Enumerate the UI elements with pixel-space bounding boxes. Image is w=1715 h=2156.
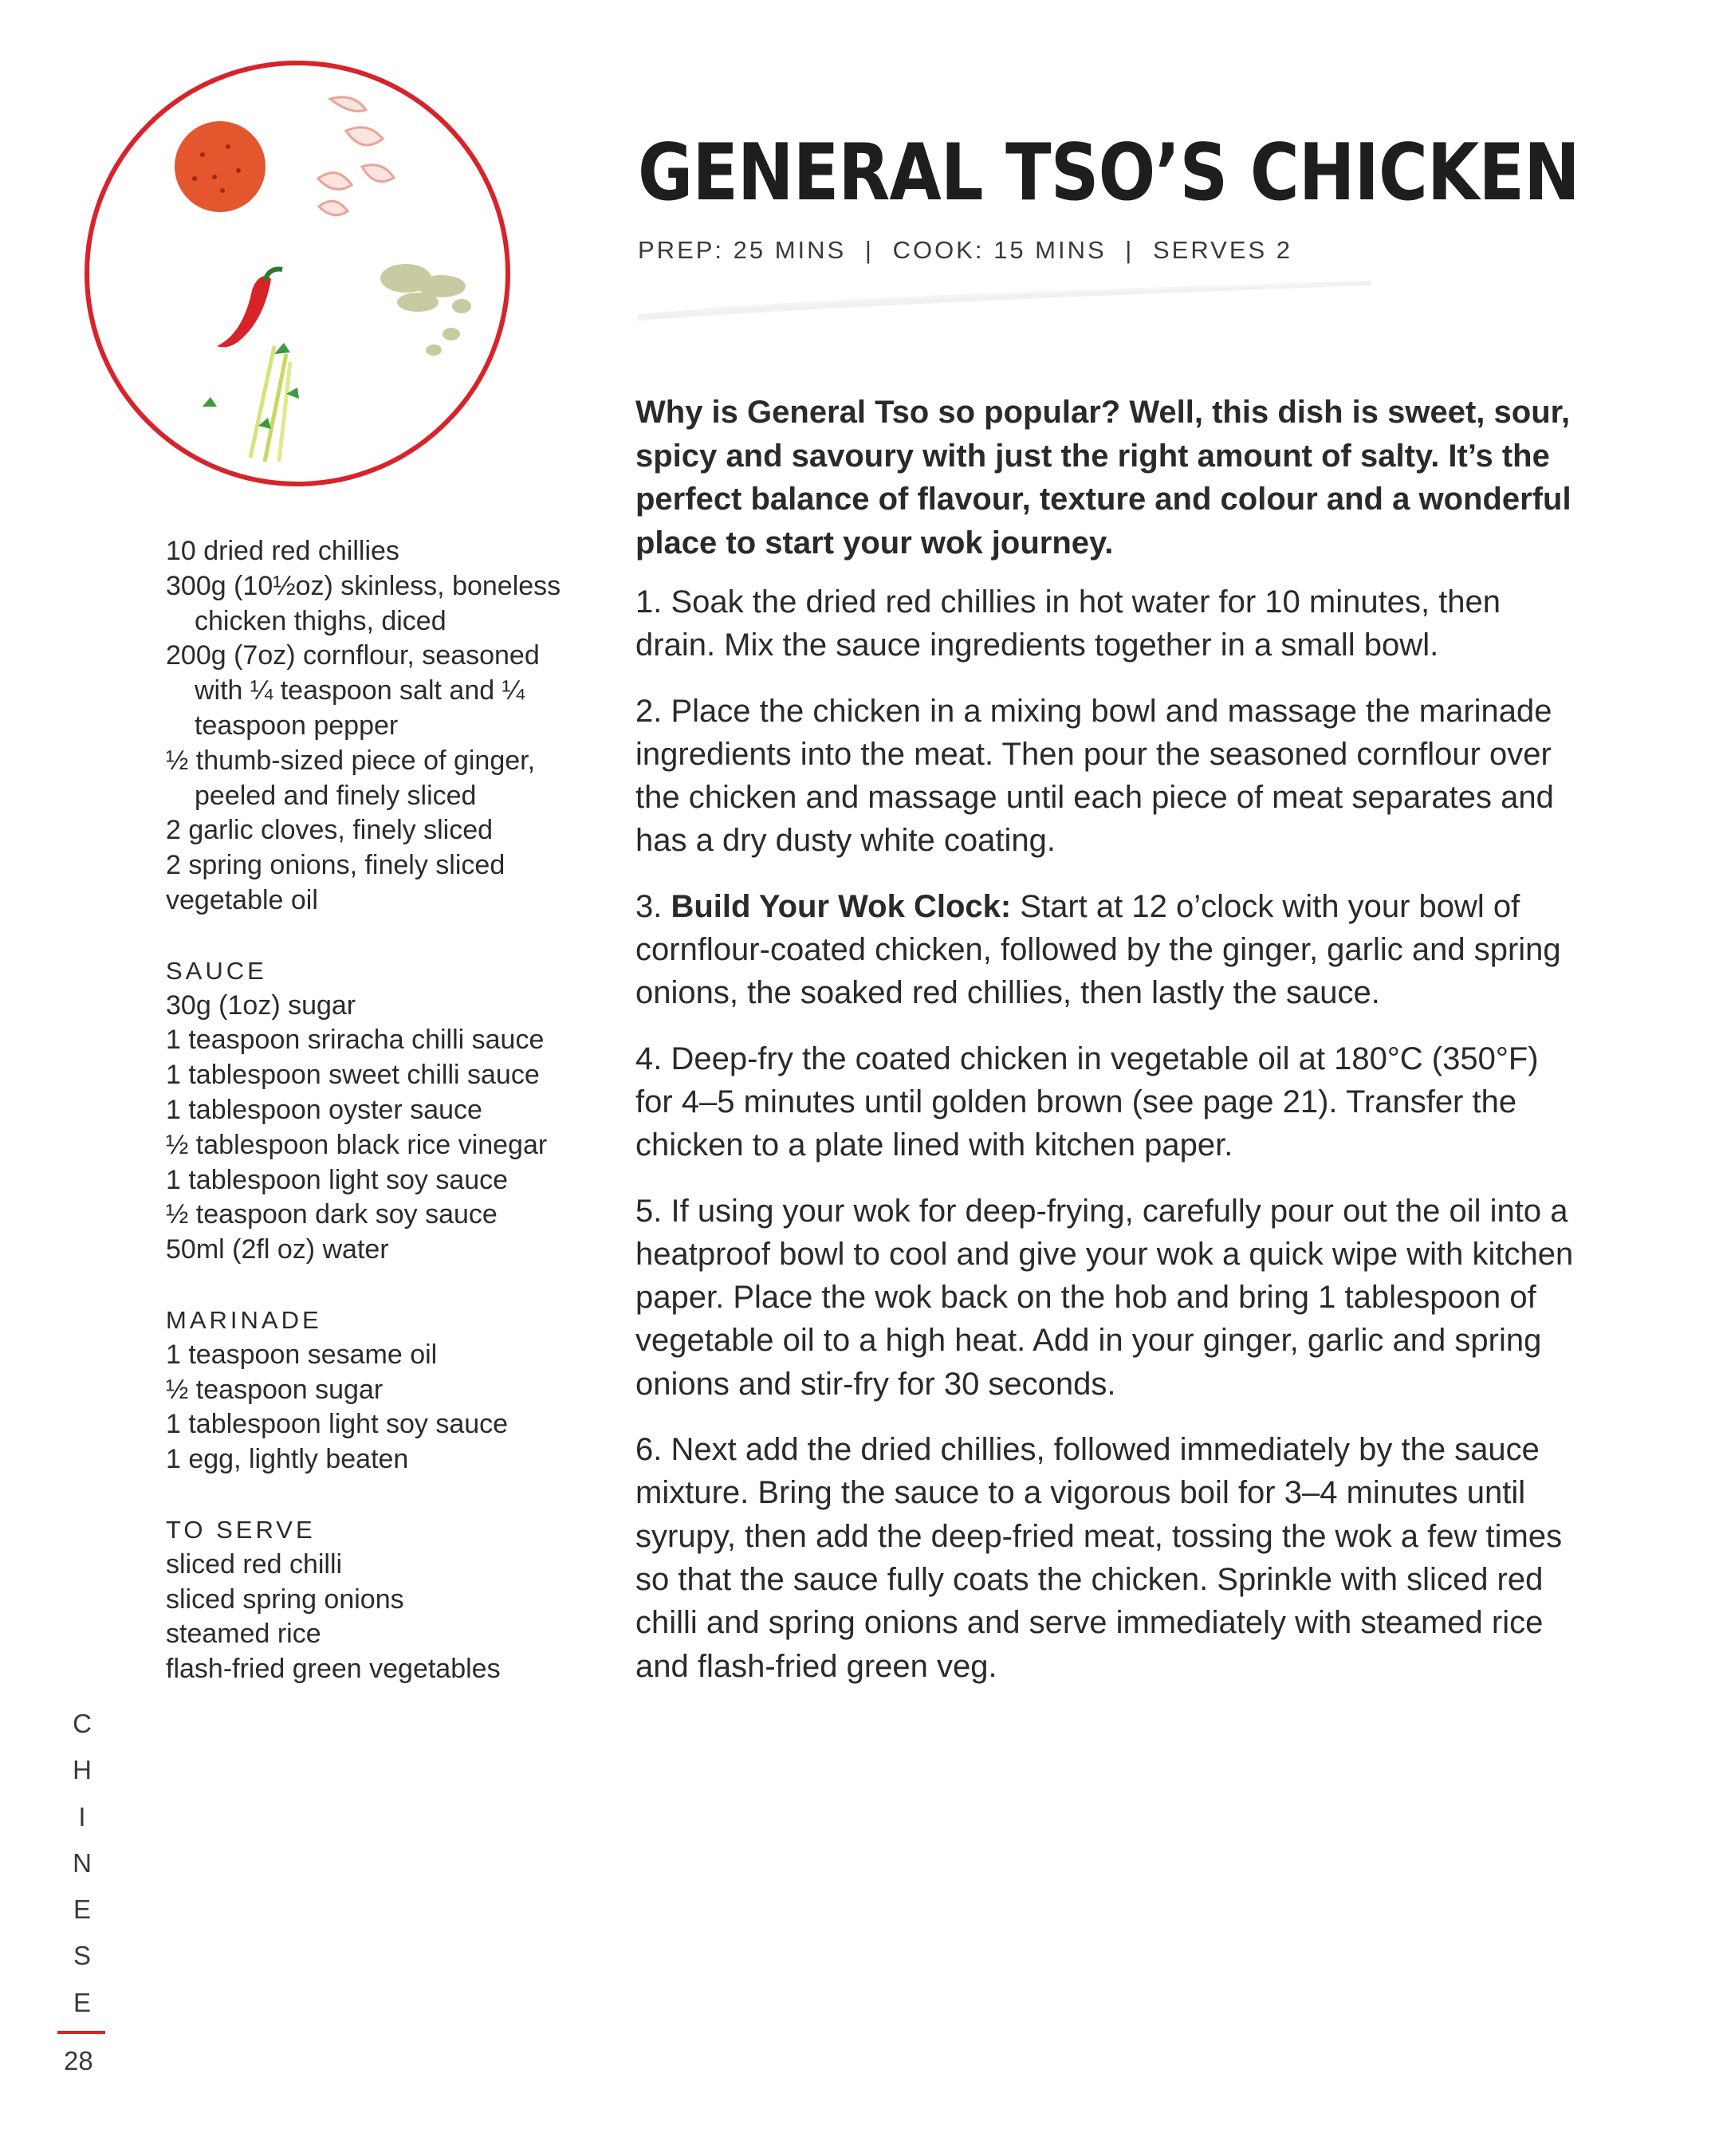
side-label-letter: N	[73, 1847, 92, 1878]
ingredient-item: 1 tablespoon light soy sauce	[166, 1164, 509, 1195]
method-step	[635, 580, 1576, 667]
side-label-letter: S	[73, 1941, 91, 1971]
ingredient-item: ½ teaspoon sugar	[166, 1374, 384, 1405]
ingredient-item: steamed rice	[166, 1619, 321, 1650]
sauce-ingredients-list	[166, 989, 580, 1268]
chapter-rule	[57, 2031, 105, 2034]
ingredient-item: 1 tablespoon light soy sauce	[166, 1409, 509, 1440]
marinade-ingredients-list	[166, 1338, 580, 1477]
main-ingredients-list	[166, 534, 580, 919]
chapter-side-label	[69, 1701, 96, 2026]
step-text: 5. If using your wok for deep-frying, carefully pour out the oil into a heatproof bowl to cool and give your wok a quick wipe with kitchen paper. Place the wok back on the hob and bring 1 tablespoon of vegetable oil to a high heat. Add in your ginger, garlic and spring onions and stir-fry for 30 seconds.	[635, 1193, 1574, 1402]
ingredient-item: 1 egg, lightly beaten	[166, 1444, 409, 1475]
prep-time: PREP: 25 MINS	[638, 236, 847, 264]
ingredient-item: 1 teaspoon sesame oil	[166, 1339, 438, 1370]
wok-clock-illustration	[83, 59, 512, 488]
side-label-letter: E	[73, 1894, 91, 1925]
ingredient-item: 10 dried red chillies	[166, 536, 399, 566]
side-label-letter: E	[73, 1987, 91, 2017]
meta-separator: |	[864, 236, 874, 264]
ingredient-item: 30g (1oz) sugar	[166, 989, 356, 1021]
step-text: 2. Place the chicken in a mixing bowl and massage the marinade ingredients into the meat. Then pour the seasoned cornflour over the chicken and massage until each piece of meat separates and has a dry dusty white coating.	[635, 693, 1554, 859]
recipe-meta	[638, 236, 1292, 265]
brush-stroke-divider	[638, 273, 1371, 329]
step-text: Start at 12 o’clock with your bowl of cornflour-coated chicken, followed by the ginger, garlic and spring onions, the soaked red chillies, then lastly the sauce.	[635, 888, 1561, 1011]
meta-separator: |	[1125, 236, 1135, 264]
ingredient-item: 200g (7oz) cornflour, seasoned with ¼ teaspoon salt and ¼ teaspoon pepper	[166, 640, 540, 741]
to-serve-heading: TO SERVE	[166, 1515, 316, 1544]
side-label-letter: H	[73, 1755, 92, 1785]
step-text: 1. Soak the dried red chillies in hot water for 10 minutes, then drain. Mix the sauce ingredients together in a small bowl.	[635, 584, 1501, 663]
ingredients-column	[166, 534, 580, 1687]
wok-clock-ring	[87, 63, 508, 484]
side-label-letter: C	[73, 1709, 92, 1738]
ingredient-item: 1 tablespoon oyster sauce	[166, 1094, 482, 1125]
side-label-letter: I	[78, 1801, 86, 1831]
step-text: 6. Next add the dried chillies, followed immediately by the sauce mixture. Bring the sauce to a vigorous boil for 3–4 minutes until syrupy, then add the deep-fried meat, tossing the wok a few times so that the sauce fully coats the chicken. Sprinkle with sliced red chilli and spring onions and serve immediately with steamed rice and flash-fried green veg.	[635, 1432, 1563, 1684]
ingredient-item: ½ thumb-sized piece of ginger, peeled and finely sliced	[166, 745, 536, 811]
ingredient-item: 1 tablespoon sweet chilli sauce	[166, 1060, 540, 1091]
ingredient-item: ½ tablespoon black rice vinegar	[166, 1129, 548, 1160]
recipe-title: GENERAL TSO’S CHICKEN	[638, 128, 1579, 218]
marinade-heading: MARINADE	[166, 1305, 322, 1334]
ingredient-item: 2 garlic cloves, finely sliced	[166, 815, 494, 846]
recipe-intro: Why is General Tso so popular? Well, this dish is sweet, sour, spicy and savoury with just the right amount of salty. It’s the perfect balance of flavour, texture and colour and a wonderful place to start your wok journey.	[635, 395, 1571, 561]
method-column	[635, 391, 1576, 1710]
step-emphasis: Build Your Wok Clock:	[671, 888, 1012, 924]
sauce-heading: SAUCE	[166, 956, 267, 985]
to-serve-list	[166, 1548, 580, 1687]
ingredient-item: 1 teaspoon sriracha chilli sauce	[166, 1025, 545, 1056]
ingredient-item: sliced red chilli	[166, 1548, 343, 1580]
ingredient-item: vegetable oil	[166, 884, 318, 915]
ingredient-item: ½ teaspoon dark soy sauce	[166, 1199, 498, 1230]
method-step	[635, 690, 1576, 863]
step-number: 3.	[635, 888, 671, 924]
method-step	[635, 1428, 1576, 1688]
cook-time: COOK: 15 MINS	[892, 236, 1107, 264]
ingredient-item: sliced spring onions	[166, 1584, 404, 1615]
method-step	[635, 1190, 1576, 1406]
ingredient-item: 2 spring onions, finely sliced	[166, 850, 505, 881]
method-step	[635, 1037, 1576, 1167]
page-number: 28	[64, 2046, 93, 2075]
ingredient-item: flash-fried green vegetables	[166, 1654, 501, 1685]
dried-red-chilli-icon	[175, 121, 266, 212]
ingredient-item: 300g (10½oz) skinless, boneless chicken thighs, diced	[166, 570, 561, 636]
method-step	[635, 885, 1576, 1015]
step-text: 4. Deep-fry the coated chicken in vegetable oil at 180°C (350°F) for 4–5 minutes until golden brown (see page 21). Transfer the chicken to a plate lined with kitchen paper.	[635, 1041, 1539, 1163]
servings: SERVES 2	[1152, 236, 1293, 264]
ingredient-item: 50ml (2fl oz) water	[166, 1234, 389, 1265]
